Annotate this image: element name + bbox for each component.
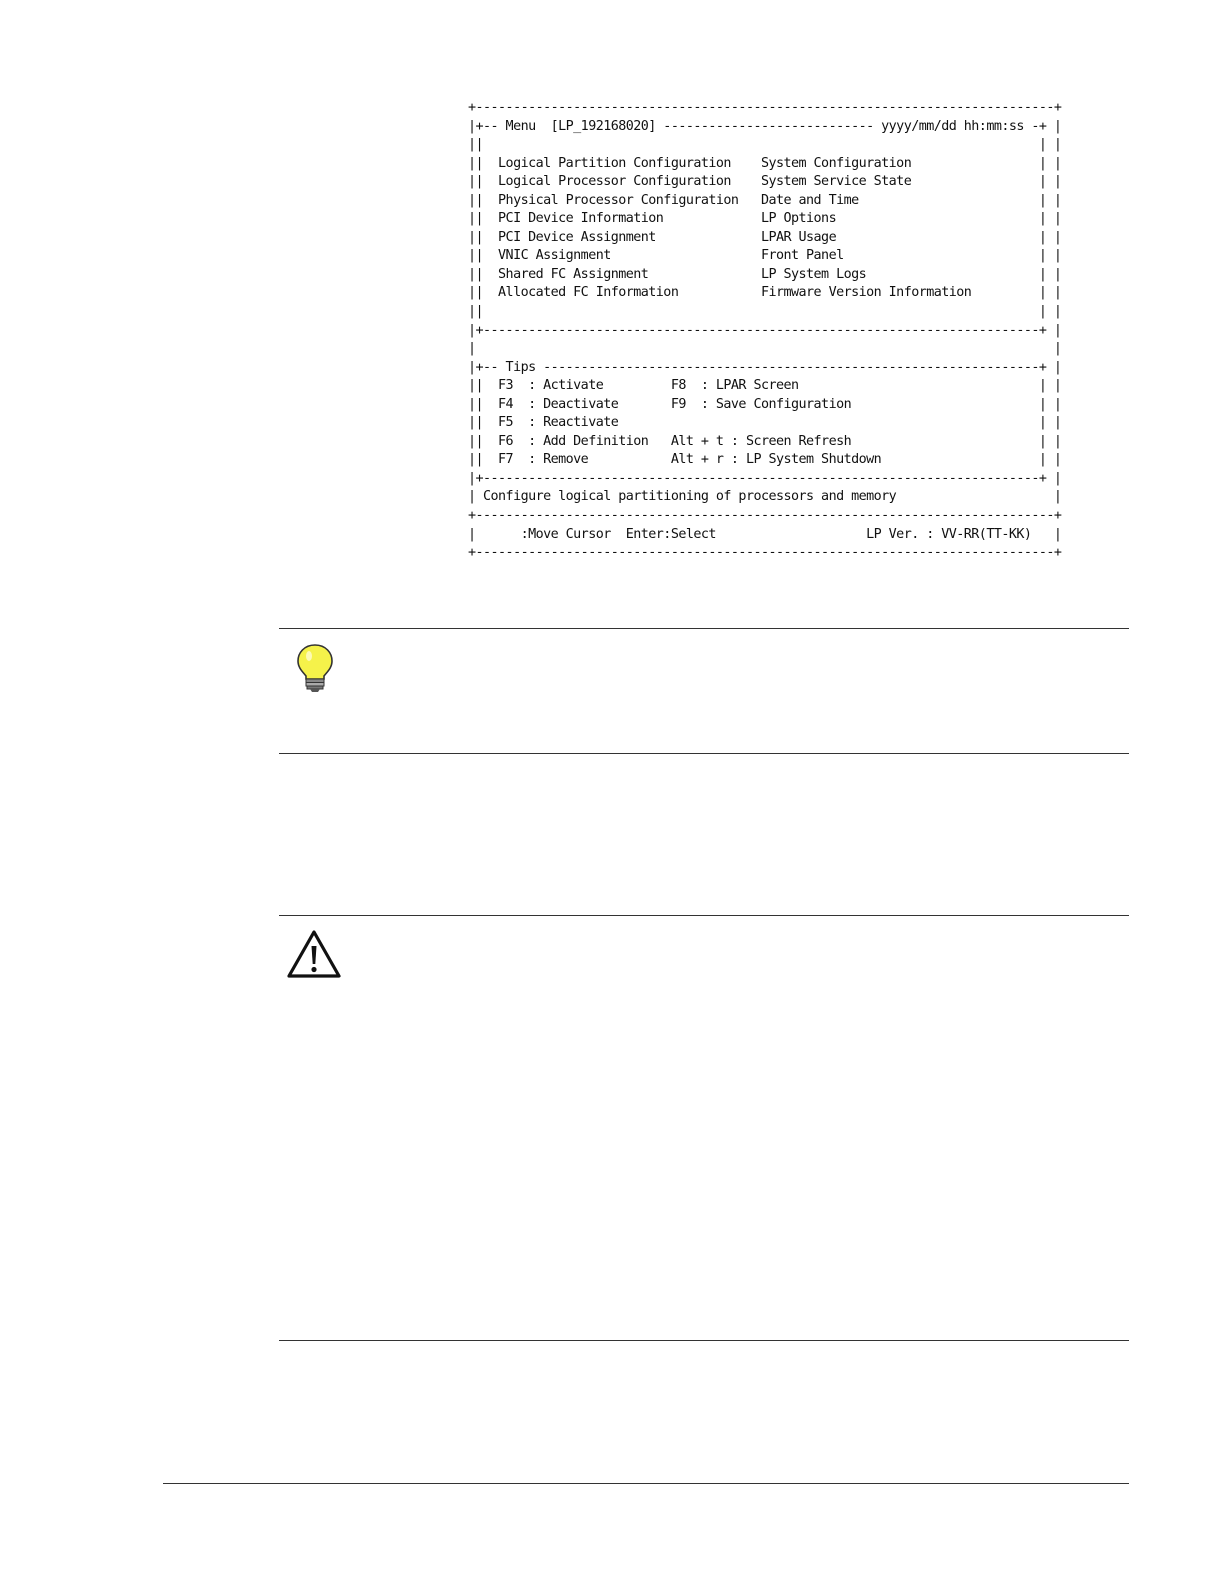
screen-line: || F6 : Add Definition Alt + t : Screen Refresh | | [468,433,1062,449]
screen-line: || Logical Partition Configuration System Configuration | | [468,155,1062,171]
page-footer-rule [163,1483,1129,1484]
screen-line: || | | [468,304,1062,320]
screen-line: +-----------------------------------------------------------------------------+ [468,100,1062,115]
screen-line: | | [468,341,1062,357]
screen-line: || Shared FC Assignment LP System Logs | | [468,266,1062,282]
caution-top-rule [279,915,1129,916]
screen-line: | :Move Cursor Enter:Select LP Ver. : VV-RR(TT-KK) | [468,526,1062,542]
screen-line: || F4 : Deactivate F9 : Save Configuration | | [468,396,1062,412]
screen-line: || F7 : Remove Alt + r : LP System Shutdown | | [468,452,1062,468]
screen-line: +-----------------------------------------------------------------------------+ [468,508,1062,524]
screen-line: || Physical Processor Configuration Date and Time | | [468,192,1062,208]
screen-line: || VNIC Assignment Front Panel | | [468,248,1062,264]
screen-line: |+--------------------------------------------------------------------------+ | [468,322,1062,338]
lp-menu-screen [468,99,1062,563]
tip-top-rule [279,628,1129,629]
screen-line: || F3 : Activate F8 : LPAR Screen | | [468,378,1062,394]
screen-line: || Allocated FC Information Firmware Version Information | | [468,285,1062,301]
screen-line: |+--------------------------------------------------------------------------+ | [468,470,1062,486]
screen-line: || | | [468,137,1062,153]
screen-line: |+-- Tips ------------------------------------------------------------------+ | [468,359,1062,375]
screen-line: | Configure logical partitioning of processors and memory | [468,489,1062,505]
lightbulb-icon [295,643,335,693]
screen-line: || PCI Device Assignment LPAR Usage | | [468,229,1062,245]
screen-line: || PCI Device Information LP Options | | [468,211,1062,227]
tip-bottom-rule [279,753,1129,754]
screen-line: || F5 : Reactivate | | [468,415,1062,431]
screen-line: || Logical Processor Configuration System Service State | | [468,174,1062,190]
screen-line: |+-- Menu [LP_192168020] ---------------------------- yyyy/mm/dd hh:mm:ss -+ | [468,118,1062,134]
caution-bottom-rule [279,1340,1129,1341]
screen-line: +-----------------------------------------------------------------------------+ [468,545,1062,561]
warning-triangle-icon [286,929,342,979]
